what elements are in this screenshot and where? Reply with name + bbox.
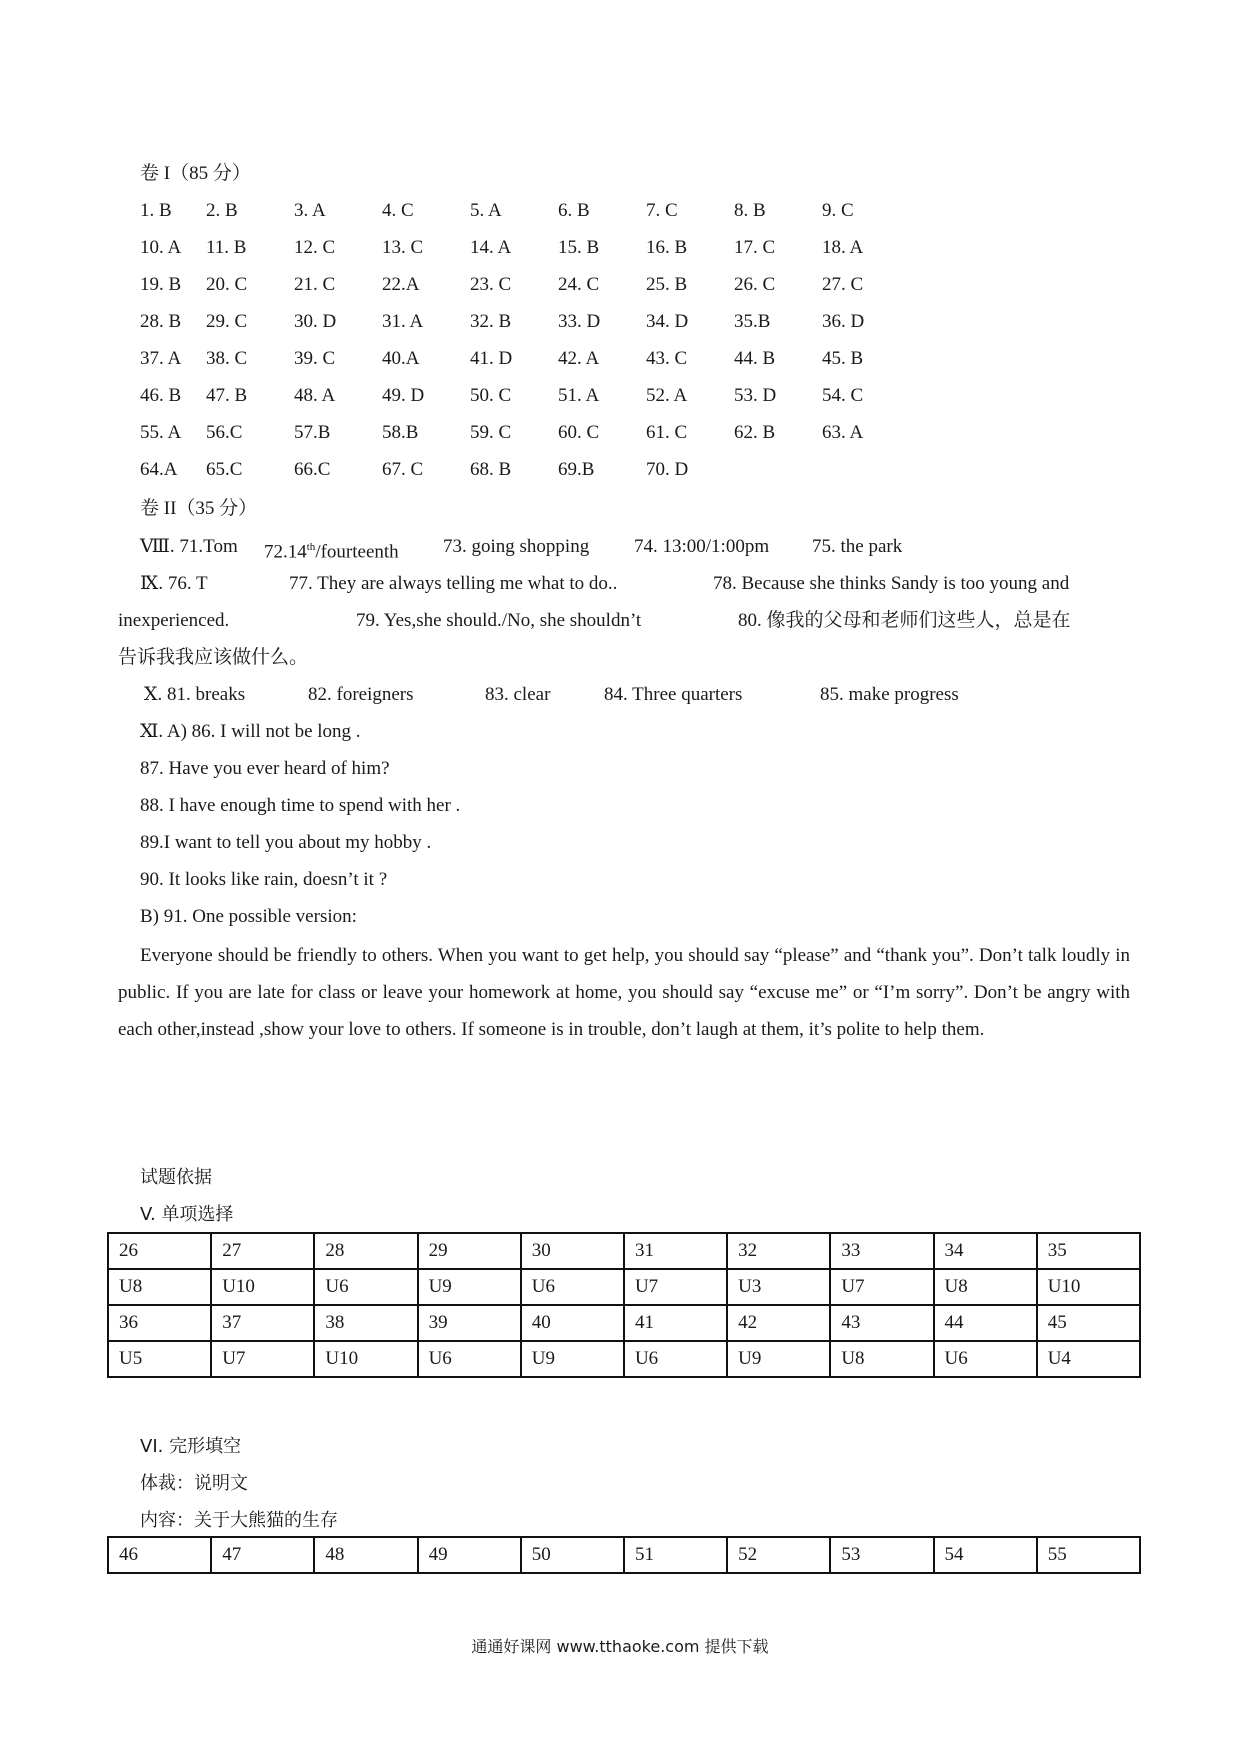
answer-84: 84. Three quarters <box>604 684 743 705</box>
table-cell: 32 <box>727 1233 830 1269</box>
answer-item: 62. B <box>734 422 776 443</box>
answer-item: 3. A <box>294 200 326 221</box>
table-row <box>108 1269 1140 1305</box>
answer-81: Ⅹ. 81. breaks <box>144 684 246 705</box>
answer-item: 54. C <box>822 385 864 406</box>
table-cell: 45 <box>1037 1305 1140 1341</box>
answer-item: 66.C <box>294 459 331 480</box>
answer-item: 47. B <box>206 385 248 406</box>
table-cell: U6 <box>314 1269 417 1305</box>
table-cell: U9 <box>727 1341 830 1377</box>
answer-90: 90. It looks like rain, doesn’t it ? <box>140 869 388 890</box>
answer-item: 64.A <box>140 459 178 480</box>
answer-72: 72.14th/fourteenth <box>264 541 399 563</box>
answer-item: 50. C <box>470 385 512 406</box>
answer-item: 25. B <box>646 274 688 295</box>
section-vi-genre: 体裁：说明文 <box>140 1473 248 1494</box>
table-cell: 53 <box>830 1537 933 1573</box>
table-cell: 54 <box>934 1537 1037 1573</box>
table-cell: 43 <box>830 1305 933 1341</box>
table-cell: 40 <box>521 1305 624 1341</box>
answer-77: 77. They are always telling me what to do.. <box>289 573 618 594</box>
table-cell: U8 <box>108 1269 211 1305</box>
sample-essay: Everyone should be friendly to others. When you want to get help, you should say “please” and “thank you”. Don’t talk loudly in public. If you are late for class or leave your homework at home, you should say “excuse me” or “I’m sorry”. Don’t be angry with each other,instead ,show your love to others. If someone is in trouble, don’t laugh at them, it’s polite to help them. <box>118 945 1130 1040</box>
answer-item: 23. C <box>470 274 512 295</box>
table-cell: 39 <box>418 1305 521 1341</box>
answer-86: Ⅺ. A) 86. I will not be long . <box>140 721 361 742</box>
table-cell: 29 <box>418 1233 521 1269</box>
table-cell: U10 <box>211 1269 314 1305</box>
answer-item: 27. C <box>822 274 864 295</box>
table-cell: U6 <box>521 1269 624 1305</box>
answer-item: 45. B <box>822 348 864 369</box>
table-row <box>108 1305 1140 1341</box>
answer-item: 26. C <box>734 274 776 295</box>
answer-78-cont: inexperienced. <box>118 610 230 631</box>
answer-item: 24. C <box>558 274 600 295</box>
answer-item: 39. C <box>294 348 336 369</box>
answer-82: 82. foreigners <box>308 684 414 705</box>
answer-item: 2. B <box>206 200 238 221</box>
table-cell: 41 <box>624 1305 727 1341</box>
answer-item: 65.C <box>206 459 243 480</box>
table-cell: 46 <box>108 1537 211 1573</box>
page-footer: 通通好课网 www.tthaoke.com 提供下载 <box>471 1637 769 1656</box>
table-cell: 33 <box>830 1233 933 1269</box>
answer-item: 19. B <box>140 274 182 295</box>
section-vi-content: 内容：关于大熊猫的生存 <box>140 1510 338 1531</box>
answer-71: Ⅷ. 71.Tom <box>140 536 238 557</box>
answer-item: 69.B <box>558 459 595 480</box>
answer-item: 7. C <box>646 200 678 221</box>
table-row <box>108 1341 1140 1377</box>
table-cell: 55 <box>1037 1537 1140 1573</box>
answer-79: 79. Yes,she should./No, she shouldn’t <box>356 610 642 631</box>
answer-item: 11. B <box>206 237 247 258</box>
answer-item: 6. B <box>558 200 590 221</box>
answer-item: 61. C <box>646 422 688 443</box>
answer-item: 13. C <box>382 237 424 258</box>
answer-76: Ⅸ. 76. T <box>140 573 208 594</box>
table-cell: 42 <box>727 1305 830 1341</box>
table-cell: U8 <box>830 1341 933 1377</box>
answer-item: 41. D <box>470 348 513 369</box>
answer-item: 33. D <box>558 311 601 332</box>
answer-item: 52. A <box>646 385 688 406</box>
answer-item: 44. B <box>734 348 776 369</box>
answer-item: 59. C <box>470 422 512 443</box>
answer-item: 16. B <box>646 237 688 258</box>
table-cell: 47 <box>211 1537 314 1573</box>
table-cell: 51 <box>624 1537 727 1573</box>
table-row <box>108 1537 1140 1573</box>
table-cell: 30 <box>521 1233 624 1269</box>
answer-item: 42. A <box>558 348 600 369</box>
table-cell: U6 <box>624 1341 727 1377</box>
answer-item: 34. D <box>646 311 689 332</box>
answer-78: 78. Because she thinks Sandy is too young and <box>713 573 1070 594</box>
answer-item: 60. C <box>558 422 600 443</box>
answer-item: 17. C <box>734 237 776 258</box>
answer-73: 73. going shopping <box>443 536 590 557</box>
answer-item: 12. C <box>294 237 336 258</box>
table-cell: 44 <box>934 1305 1037 1341</box>
answer-item: 37. A <box>140 348 182 369</box>
section-1-title: 卷 I（85 分） <box>140 163 251 184</box>
answer-item: 8. B <box>734 200 766 221</box>
table-cell: U7 <box>624 1269 727 1305</box>
answer-item: 67. C <box>382 459 424 480</box>
answer-89: 89.I want to tell you about my hobby . <box>140 832 432 853</box>
table-cell: 38 <box>314 1305 417 1341</box>
answer-item: 10. A <box>140 237 182 258</box>
section-2-title: 卷 II（35 分） <box>140 498 258 519</box>
answer-item: 32. B <box>470 311 512 332</box>
table-cell: 52 <box>727 1537 830 1573</box>
answer-item: 5. A <box>470 200 502 221</box>
table-cell: U5 <box>108 1341 211 1377</box>
answer-74: 74. 13:00/1:00pm <box>634 536 770 557</box>
answer-87: 87. Have you ever heard of him? <box>140 758 390 779</box>
table-row <box>108 1233 1140 1269</box>
section-vi-title: VI. 完形填空 <box>140 1436 242 1457</box>
answer-75: 75. the park <box>812 536 903 557</box>
table-cell: 28 <box>314 1233 417 1269</box>
answer-80-cont: 告诉我我应该做什么。 <box>118 647 309 668</box>
table-cell: U4 <box>1037 1341 1140 1377</box>
table-cell: 48 <box>314 1537 417 1573</box>
answer-item: 1. B <box>140 200 172 221</box>
answer-item: 56.C <box>206 422 243 443</box>
table-cell: U6 <box>934 1341 1037 1377</box>
answer-88: 88. I have enough time to spend with her . <box>140 795 461 816</box>
section-vi-table <box>107 1536 1141 1574</box>
answer-item: 28. B <box>140 311 182 332</box>
answer-item: 68. B <box>470 459 512 480</box>
answer-91-heading: B) 91. One possible version: <box>140 906 357 927</box>
table-cell: U10 <box>314 1341 417 1377</box>
table-cell: 34 <box>934 1233 1037 1269</box>
answer-item: 14. A <box>470 237 512 258</box>
answer-item: 36. D <box>822 311 865 332</box>
table-cell: U7 <box>211 1341 314 1377</box>
answer-item: 63. A <box>822 422 864 443</box>
table-cell: U9 <box>418 1269 521 1305</box>
table-cell: 35 <box>1037 1233 1140 1269</box>
answer-item: 4. C <box>382 200 414 221</box>
basis-title: 试题依据 <box>140 1167 212 1188</box>
table-cell: U7 <box>830 1269 933 1305</box>
answer-item: 35.B <box>734 311 771 332</box>
answer-item: 15. B <box>558 237 600 258</box>
section-v-title: V. 单项选择 <box>140 1204 234 1225</box>
table-cell: 31 <box>624 1233 727 1269</box>
table-cell: 37 <box>211 1305 314 1341</box>
table-cell: U6 <box>418 1341 521 1377</box>
section-v-table <box>107 1232 1141 1378</box>
answer-item: 57.B <box>294 422 331 443</box>
table-cell: U10 <box>1037 1269 1140 1305</box>
answer-item: 31. A <box>382 311 424 332</box>
table-cell: U9 <box>521 1341 624 1377</box>
answer-item: 20. C <box>206 274 248 295</box>
answer-83: 83. clear <box>485 684 551 705</box>
table-cell: 36 <box>108 1305 211 1341</box>
answer-item: 18. A <box>822 237 864 258</box>
answer-item: 48. A <box>294 385 336 406</box>
table-cell: U3 <box>727 1269 830 1305</box>
answer-item: 55. A <box>140 422 182 443</box>
answer-item: 21. C <box>294 274 336 295</box>
table-cell: 49 <box>418 1537 521 1573</box>
answer-item: 51. A <box>558 385 600 406</box>
answer-item: 22.A <box>382 274 420 295</box>
answer-item: 43. C <box>646 348 688 369</box>
answer-item: 30. D <box>294 311 337 332</box>
answer-85: 85. make progress <box>820 684 959 705</box>
answer-item: 58.B <box>382 422 419 443</box>
table-cell: U8 <box>934 1269 1037 1305</box>
answer-80: 80. 像我的父母和老师们这些人，总是在 <box>738 610 1071 631</box>
table-cell: 27 <box>211 1233 314 1269</box>
answer-item: 46. B <box>140 385 182 406</box>
answer-item: 70. D <box>646 459 689 480</box>
answer-item: 53. D <box>734 385 777 406</box>
answer-item: 38. C <box>206 348 248 369</box>
table-cell: 50 <box>521 1537 624 1573</box>
answer-item: 40.A <box>382 348 420 369</box>
answer-item: 49. D <box>382 385 425 406</box>
answer-item: 29. C <box>206 311 248 332</box>
table-cell: 26 <box>108 1233 211 1269</box>
answer-item: 9. C <box>822 200 854 221</box>
